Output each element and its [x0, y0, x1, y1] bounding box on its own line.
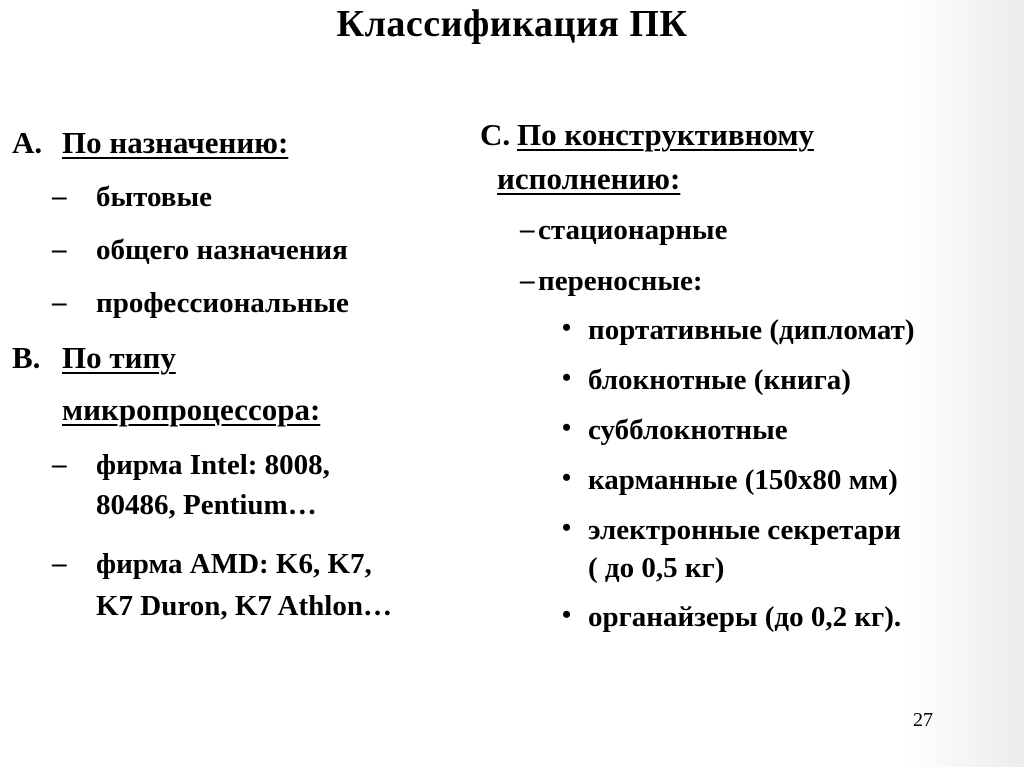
dash-a-2: – — [52, 233, 67, 265]
dash-c-2: – — [520, 264, 535, 296]
section-b-heading-line1: По типу — [62, 340, 176, 375]
section-a-item-3: профессиональные — [96, 287, 349, 319]
section-c-letter: C. — [480, 117, 511, 152]
dash-a-1: – — [52, 180, 67, 212]
dash-b-2: – — [52, 547, 67, 579]
page-number: 27 — [913, 709, 933, 731]
portable-type-2: блокнотные (книга) — [588, 364, 851, 396]
section-c-item-2: переносные: — [538, 265, 703, 297]
portable-type-6: органайзеры (до 0,2 кг). — [588, 601, 902, 633]
dash-a-3: – — [52, 286, 67, 318]
dash-b-1: – — [52, 448, 67, 480]
portable-type-3: субблокнотные — [588, 414, 788, 446]
section-b-item-2-line2: K7 Duron, K7 Athlon… — [96, 590, 392, 622]
section-b-item-1-line1: фирма Intel: 8008, — [96, 449, 330, 481]
section-b-heading-line2: микропроцессора: — [62, 392, 321, 427]
section-a-letter: A. — [12, 125, 43, 160]
dash-c-1: – — [520, 213, 535, 245]
section-c-heading-line2: исполнению: — [497, 161, 681, 196]
section-c-item-1: стационарные — [538, 214, 728, 246]
bullet-c-4: • — [562, 463, 572, 492]
section-b-letter: B. — [12, 340, 41, 375]
bullet-c-5: • — [562, 513, 572, 542]
section-b-item-2-line1: фирма AMD: K6, K7, — [96, 548, 372, 580]
section-b-item-1-line2: 80486, Pentium… — [96, 489, 317, 521]
bullet-c-3: • — [562, 413, 572, 442]
section-c-heading-line1: По конструктивному — [517, 117, 814, 152]
section-a-heading: По назначению: — [62, 125, 289, 160]
slide-title: Классификация ПК — [336, 3, 688, 45]
portable-type-5-detail: ( до 0,5 кг) — [588, 552, 725, 584]
portable-type-1: портативные (дипломат) — [588, 314, 915, 346]
section-a-item-1: бытовые — [96, 181, 212, 213]
portable-type-5: электронные секретари — [588, 514, 902, 546]
bullet-c-6: • — [562, 600, 572, 629]
section-a-item-2: общего назначения — [96, 234, 348, 266]
portable-type-4: карманные (150х80 мм) — [588, 464, 898, 496]
bullet-c-1: • — [562, 313, 572, 342]
bullet-c-2: • — [562, 363, 572, 392]
